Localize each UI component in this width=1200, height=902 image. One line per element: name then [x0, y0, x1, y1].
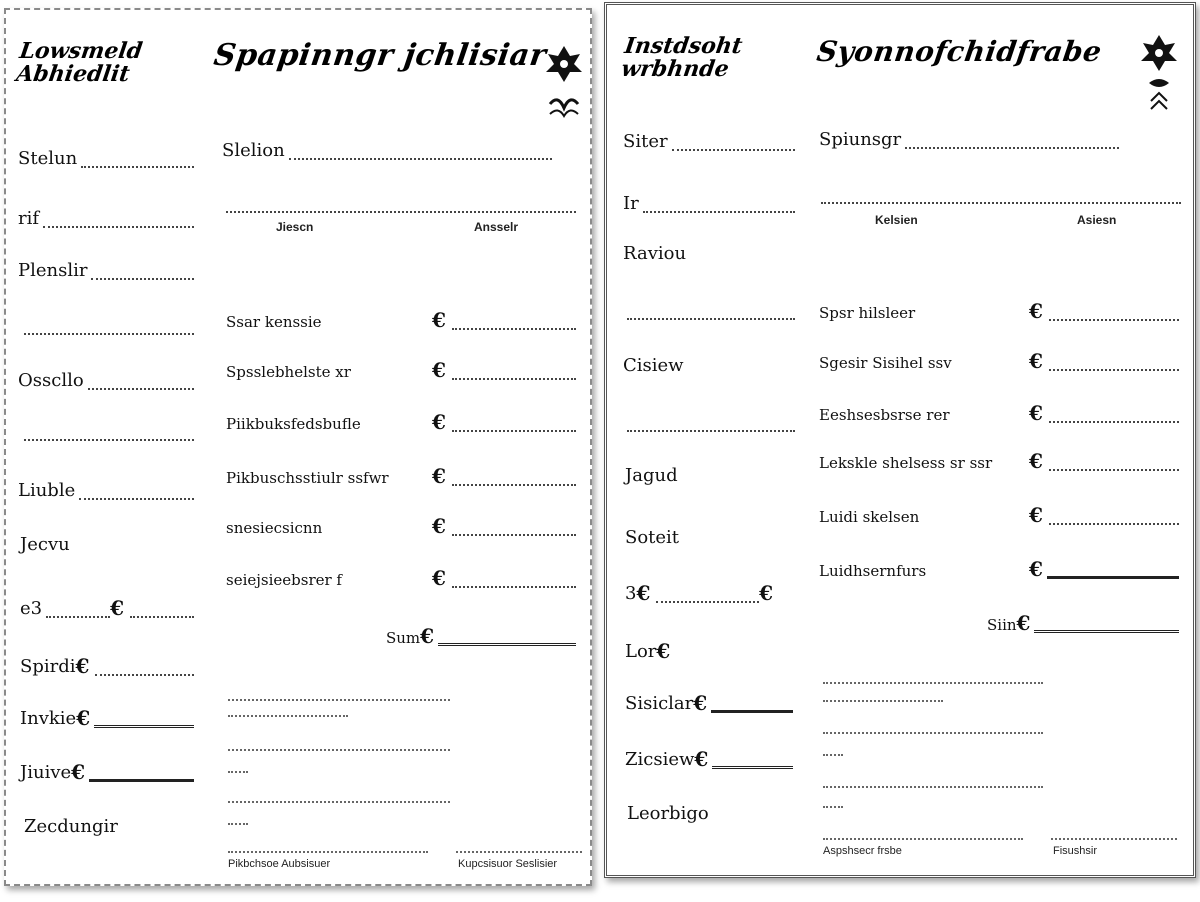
side-field-label: Jagud	[625, 465, 678, 486]
item-label: Luidi skelsen	[819, 508, 920, 526]
side-field-label: Jiuive	[20, 762, 72, 783]
note-line[interactable]	[228, 714, 348, 717]
euro-sign: €	[110, 596, 125, 620]
side-blank-line[interactable]	[24, 438, 194, 441]
item-label: seiejsieebsrer f	[226, 571, 342, 589]
side-field-line	[89, 778, 194, 782]
side-field-label: Raviou	[623, 243, 687, 264]
side-field-label: Ir	[623, 193, 639, 214]
item-amount-line	[1049, 420, 1179, 423]
signature-caption-b: Fisushsir	[1053, 845, 1098, 857]
euro-sign: €	[1016, 611, 1031, 635]
item-row[interactable]	[226, 360, 576, 380]
side-field-8[interactable]	[20, 656, 194, 676]
side-field-5	[625, 467, 745, 485]
main-section-field[interactable]	[819, 131, 1119, 149]
euro-sign: €	[1029, 557, 1043, 581]
side-field-label: Osscllo	[18, 370, 84, 391]
side-blank-line[interactable]	[24, 332, 194, 335]
item-row[interactable]	[226, 310, 576, 330]
euro-sign: €	[432, 464, 446, 488]
euro-sign: €	[1029, 449, 1043, 473]
flower-logo-icon	[1139, 31, 1179, 111]
note-line[interactable]	[228, 748, 450, 751]
item-amount-line	[1049, 318, 1179, 321]
side-field-6	[625, 529, 745, 547]
total-row[interactable]	[386, 626, 576, 646]
euro-sign: €	[432, 410, 446, 434]
euro-sign: €	[76, 706, 91, 730]
total-amount-line	[438, 641, 576, 646]
side-field-3	[623, 245, 743, 263]
side-field-label: Plenslir	[18, 260, 88, 281]
side-field-label: Soteit	[625, 527, 680, 548]
euro-sign: €	[432, 514, 446, 538]
column-rule	[226, 210, 576, 213]
euro-sign: €	[759, 581, 773, 605]
column-rule	[821, 201, 1181, 204]
euro-sign: €	[656, 639, 671, 663]
side-field-label: Lor	[625, 641, 657, 662]
note-line[interactable]	[228, 770, 248, 773]
item-row[interactable]	[819, 505, 1179, 525]
side-field-label: 3	[625, 583, 637, 604]
signature-caption-b: Kupcsisuor Seslisier	[458, 858, 558, 870]
side-field-line	[88, 387, 194, 390]
side-field-label: Zicsiew	[625, 749, 695, 770]
column-head-b: Asiesn	[1077, 213, 1117, 227]
euro-sign: €	[1029, 349, 1043, 373]
item-amount-line	[1049, 522, 1179, 525]
section-head-label: Slelion	[222, 140, 285, 161]
side-field-label: e3	[20, 598, 43, 619]
side-field-label: Spirdi	[20, 656, 76, 677]
column-head-a: Kelsien	[875, 213, 918, 227]
euro-sign: €	[420, 624, 435, 648]
column-head-a: Jiescn	[276, 220, 314, 234]
signature-line-b[interactable]	[456, 850, 582, 853]
signature-line-a[interactable]	[823, 837, 1023, 840]
left-sheet-side-title: Lowsmeld Abhiedlit	[14, 38, 145, 88]
item-label: Eeshsesbsrse rer	[819, 406, 950, 424]
item-row[interactable]	[819, 301, 1179, 321]
side-field-line	[46, 615, 110, 618]
euro-sign: €	[71, 760, 86, 784]
section-head-label: Spiunsgr	[819, 129, 902, 150]
side-field-line	[712, 764, 793, 769]
side-field-8[interactable]	[625, 641, 705, 661]
left-form-sheet	[4, 8, 592, 886]
side-field-5[interactable]	[18, 482, 194, 500]
side-field-2[interactable]	[18, 210, 194, 228]
side-field-label: Siter	[623, 131, 668, 152]
side-field-11	[627, 805, 747, 823]
side-field-2[interactable]	[623, 195, 795, 213]
right-sheet-main-title: Syonnofchidfrabe	[814, 35, 1104, 68]
section-head-line	[289, 157, 552, 160]
euro-sign: €	[1029, 503, 1043, 527]
item-label: Piikbuksfedsbufle	[226, 415, 361, 433]
euro-sign: €	[75, 654, 90, 678]
item-row[interactable]	[819, 559, 1179, 579]
item-amount-line	[452, 585, 576, 588]
euro-sign: €	[432, 358, 446, 382]
side-blank-line[interactable]	[627, 317, 795, 320]
item-row[interactable]	[226, 568, 576, 588]
signature-line-b[interactable]	[1051, 837, 1177, 840]
note-line[interactable]	[228, 698, 450, 701]
side-blank-line[interactable]	[627, 429, 795, 432]
note-line[interactable]	[823, 753, 843, 756]
side-field-label: Leorbigo	[627, 803, 709, 824]
signature-caption-a: Aspshsecr frsbe	[823, 845, 902, 857]
side-field-10[interactable]	[625, 749, 793, 769]
signature-caption-a: Pikbchsoe Aubsisuer	[228, 858, 331, 870]
side-field-label: Stelun	[18, 148, 78, 169]
note-line[interactable]	[823, 699, 943, 702]
side-field-line	[656, 600, 759, 603]
side-field-line	[130, 615, 194, 618]
euro-sign: €	[432, 566, 446, 590]
side-field-1[interactable]	[623, 133, 795, 151]
item-row[interactable]	[819, 351, 1179, 371]
item-label: Spsr hilsleer	[819, 304, 916, 322]
side-field-4	[623, 357, 743, 375]
left-sheet-main-title: Spapinngr jchlisiar	[211, 38, 549, 73]
right-sheet-side-title: Instdsoht wrbhnde	[619, 33, 744, 83]
side-field-line	[672, 148, 795, 151]
side-field-label: Invkie	[20, 708, 77, 729]
side-field-3[interactable]	[18, 262, 194, 280]
total-row[interactable]	[987, 613, 1179, 633]
euro-sign: €	[636, 581, 651, 605]
side-field-line	[91, 277, 194, 280]
euro-sign: €	[693, 691, 708, 715]
euro-sign: €	[432, 308, 446, 332]
item-amount-line	[452, 377, 576, 380]
side-field-label: Liuble	[18, 480, 76, 501]
side-field-9[interactable]	[20, 708, 194, 728]
side-field-label: Zecdungir	[24, 816, 118, 837]
item-amount-line	[452, 327, 576, 330]
note-line[interactable]	[823, 681, 1043, 684]
side-field-line	[43, 225, 194, 228]
right-form-sheet	[604, 2, 1196, 878]
note-line[interactable]	[228, 822, 248, 825]
total-label: Sum	[386, 629, 421, 647]
side-field-label: rif	[18, 208, 40, 229]
note-line[interactable]	[823, 785, 1043, 788]
side-field-label: Cisiew	[623, 355, 684, 376]
total-label: Siin	[987, 616, 1017, 634]
item-label: Luidhsernfurs	[819, 562, 927, 580]
euro-sign: €	[1029, 401, 1043, 425]
signature-line-a[interactable]	[228, 850, 428, 853]
main-section-field[interactable]	[222, 142, 552, 160]
side-field-7[interactable]	[625, 583, 775, 603]
side-field-10[interactable]	[20, 762, 194, 782]
total-amount-line	[1034, 628, 1179, 633]
item-amount-line	[1049, 468, 1179, 471]
item-amount-line	[452, 483, 576, 486]
item-amount-line	[452, 533, 576, 536]
section-head-line	[905, 146, 1119, 149]
note-line[interactable]	[823, 805, 843, 808]
side-field-6	[20, 536, 120, 554]
side-field-7[interactable]	[20, 598, 194, 618]
item-label: Spsslebhelste xr	[226, 363, 351, 381]
side-field-9[interactable]	[625, 693, 793, 713]
item-row[interactable]	[226, 412, 576, 432]
item-label: Ssar kenssie	[226, 313, 322, 331]
item-row[interactable]	[819, 451, 1179, 471]
side-field-line	[643, 210, 795, 213]
item-label: Pikbuschsstiulr ssfwr	[226, 469, 389, 487]
item-amount-line	[1049, 368, 1179, 371]
item-row[interactable]	[226, 516, 576, 536]
flower-logo-icon	[544, 42, 584, 122]
item-label: Sgesir Sisihel ssv	[819, 354, 952, 372]
side-field-line	[94, 723, 194, 728]
note-line[interactable]	[228, 800, 450, 803]
item-label: Lekskle shelsess sr ssr	[819, 454, 993, 472]
side-field-11	[24, 818, 144, 836]
column-head-b: Ansselr	[474, 220, 519, 234]
euro-sign: €	[1029, 299, 1043, 323]
side-field-label: Sisiclar	[625, 693, 694, 714]
item-row[interactable]	[819, 403, 1179, 423]
item-row[interactable]	[226, 466, 576, 486]
item-amount-line	[452, 429, 576, 432]
side-field-label: Jecvu	[20, 534, 70, 555]
item-amount-line	[1047, 575, 1179, 579]
side-field-line	[711, 709, 793, 713]
euro-sign: €	[694, 747, 709, 771]
side-field-line	[95, 673, 194, 676]
side-field-4[interactable]	[18, 372, 194, 390]
item-label: snesiecsicnn	[226, 519, 323, 537]
side-field-line	[81, 165, 194, 168]
side-field-line	[79, 497, 194, 500]
side-field-1[interactable]	[18, 150, 194, 168]
note-line[interactable]	[823, 731, 1043, 734]
